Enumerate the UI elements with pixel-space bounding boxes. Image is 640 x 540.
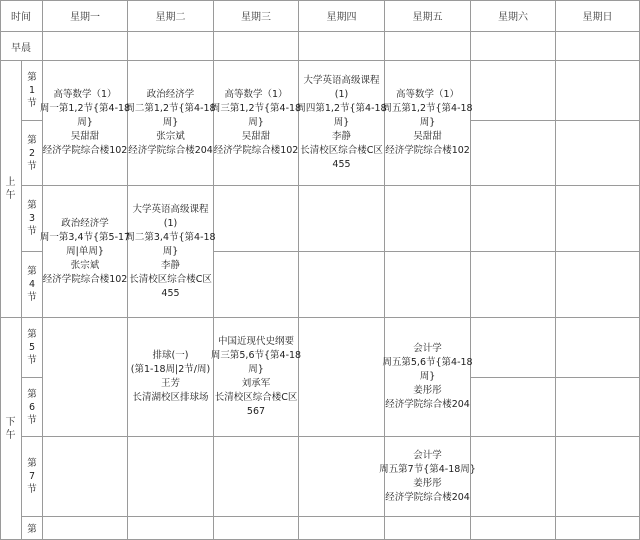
course-title: 大学英语高级课程	[303, 75, 380, 86]
course-thursday-p1-2[interactable]	[296, 61, 387, 186]
period-5-char-c: 节	[27, 355, 37, 366]
course-title: 会计学	[413, 449, 442, 461]
empty-sunday-p1[interactable]	[556, 61, 640, 121]
period-6-char-b: 6	[28, 401, 36, 413]
period-8-label	[22, 517, 43, 540]
course-time: 周五第1,2节{第4-18	[382, 103, 473, 114]
empty-saturday-p4[interactable]	[471, 252, 556, 318]
header-thursday-label: 星期四	[326, 12, 357, 23]
period-1-char-c: 节	[27, 98, 37, 109]
empty-wednesday-p7[interactable]	[214, 437, 299, 517]
empty-monday-p8[interactable]	[43, 517, 128, 540]
course-friday-p1-2[interactable]	[382, 61, 473, 186]
course-teacher: 刘承军	[241, 378, 271, 389]
header-monday	[43, 0, 128, 32]
course-title: 政治经济学	[146, 89, 195, 100]
period-2-char-a: 第	[27, 134, 37, 146]
morning-char-2: 午	[5, 190, 16, 201]
period-6-char-a: 第	[27, 388, 37, 400]
course-tuesday-p5-6[interactable]	[128, 318, 214, 437]
header-saturday-label: 星期六	[498, 12, 528, 23]
early-text: 早晨	[11, 42, 31, 54]
course-time: 周二第3,4节{第4-18	[125, 231, 216, 243]
course-location: 经济学院综合楼204	[385, 491, 470, 503]
course-monday-p3-4[interactable]	[39, 186, 131, 318]
course-friday-p5-6[interactable]	[382, 318, 473, 437]
header-wednesday-label: 星期三	[241, 12, 271, 23]
empty-sunday-p5[interactable]	[556, 318, 640, 378]
course-teacher: 姜彤彤	[413, 477, 442, 489]
empty-monday-p7[interactable]	[43, 437, 128, 517]
empty-sunday-p7[interactable]	[556, 437, 640, 517]
course-time-cont: 周}	[162, 245, 179, 257]
empty-saturday-p8[interactable]	[471, 517, 556, 540]
period-7-char-b: 7	[28, 471, 36, 482]
course-time-cont: 周|单周}	[66, 245, 104, 257]
course-tuesday-p1-2[interactable]	[125, 61, 216, 186]
course-monday-p1-2[interactable]	[39, 61, 131, 186]
empty-thursday-p5-6[interactable]	[299, 318, 385, 437]
empty-wednesday-p4[interactable]	[214, 252, 299, 318]
course-room: 455	[161, 287, 180, 299]
early-monday[interactable]	[43, 32, 128, 61]
course-title: 高等数学（1）	[224, 89, 288, 100]
course-room: 567	[246, 406, 266, 417]
empty-thursday-p8[interactable]	[299, 517, 385, 540]
early-tuesday[interactable]	[128, 32, 214, 61]
empty-friday-p4[interactable]	[385, 252, 471, 318]
course-teacher: 李静	[160, 259, 180, 271]
period-3-char-c: 节	[27, 226, 37, 237]
course-friday-p7[interactable]	[379, 437, 476, 517]
header-friday-label: 星期五	[412, 12, 443, 23]
early-wednesday[interactable]	[214, 32, 299, 61]
period-2-char-b: 2	[28, 147, 36, 159]
period-5-label	[22, 318, 43, 378]
header-sunday	[556, 0, 640, 32]
course-location: 长清校区综合楼C区	[214, 392, 298, 403]
period-1-char-b: 1	[28, 85, 36, 96]
empty-saturday-p7[interactable]	[471, 437, 556, 517]
course-time: 周五第7节{第4-18周}	[379, 463, 476, 475]
course-title: 高等数学（1）	[53, 89, 117, 100]
course-time-cont: 周}	[248, 364, 264, 375]
period-4-label	[22, 252, 43, 318]
period-8-char-a: 第	[27, 524, 37, 535]
course-teacher: 张宗斌	[156, 131, 185, 142]
header-saturday	[471, 0, 556, 32]
empty-tuesday-p8[interactable]	[128, 517, 214, 540]
course-room: 455	[332, 159, 351, 170]
period-4-char-c: 节	[27, 292, 37, 303]
period-6-char-c: 节	[27, 414, 37, 426]
period-7-label	[22, 437, 43, 517]
empty-sunday-p4[interactable]	[556, 252, 640, 318]
empty-friday-p3[interactable]	[385, 186, 471, 252]
empty-tuesday-p7[interactable]	[128, 437, 214, 517]
course-location: 经济学院综合楼102	[42, 145, 128, 156]
period-7-char-c: 节	[27, 484, 37, 495]
period-7-char-a: 第	[27, 458, 37, 469]
course-wednesday-p5-6[interactable]	[210, 318, 302, 437]
course-teacher: 姜彤彤	[413, 385, 442, 396]
period-2-label	[22, 121, 43, 186]
course-title: 政治经济学	[61, 217, 109, 229]
morning-char-1: 上	[5, 177, 16, 188]
morning-label	[0, 61, 22, 318]
course-tuesday-p3-4[interactable]	[125, 186, 216, 318]
empty-monday-p5-6[interactable]	[43, 318, 128, 437]
course-time: 周三第5,6节{第4-18	[210, 350, 302, 361]
afternoon-char-2: 午	[5, 429, 16, 441]
course-location: 经济学院综合楼204	[385, 399, 470, 410]
course-time: (第1-18周|2节/周)	[130, 364, 211, 375]
period-6-label	[22, 378, 43, 437]
empty-sunday-p8[interactable]	[556, 517, 640, 540]
afternoon-char-1: 下	[5, 416, 16, 428]
header-wednesday	[214, 0, 299, 32]
course-teacher: 吴甜甜	[241, 131, 271, 142]
course-location: 经济学院综合楼102	[213, 145, 299, 156]
course-location: 长清湖校区排球场	[132, 392, 209, 403]
course-teacher: 王芳	[160, 378, 180, 389]
course-location: 经济学院综合楼102	[42, 273, 128, 285]
header-sunday-label: 星期日	[582, 12, 613, 23]
course-time: 周一第3,4节{第5-17	[39, 231, 131, 243]
course-teacher: 吴甜甜	[413, 131, 442, 142]
empty-sunday-p3[interactable]	[556, 186, 640, 252]
course-wednesday-p1-2[interactable]	[210, 61, 302, 186]
course-teacher: 吴甜甜	[70, 131, 100, 142]
header-monday-label: 星期一	[70, 12, 100, 23]
empty-friday-p8[interactable]	[385, 517, 471, 540]
course-time-cont: 周}	[248, 117, 264, 128]
course-time-cont: 周}	[162, 117, 179, 128]
period-4-char-a: 第	[27, 266, 37, 277]
empty-saturday-p5[interactable]	[471, 318, 556, 378]
course-time-cont: 周}	[419, 371, 436, 382]
empty-wednesday-p3[interactable]	[214, 186, 299, 252]
course-teacher: 张宗斌	[70, 259, 100, 271]
empty-thursday-p7[interactable]	[299, 437, 385, 517]
header-time-label: 时间	[11, 12, 31, 23]
course-title: 会计学	[413, 343, 442, 354]
course-time-cont: 周}	[77, 117, 93, 128]
empty-thursday-p4[interactable]	[299, 252, 385, 318]
afternoon-label	[0, 318, 22, 540]
period-5-char-b: 5	[28, 342, 36, 353]
empty-wednesday-p8[interactable]	[214, 517, 299, 540]
empty-saturday-p1[interactable]	[471, 61, 556, 121]
course-time: 周五第5,6节{第4-18	[382, 357, 473, 368]
early-sunday[interactable]	[556, 32, 640, 61]
empty-thursday-p3[interactable]	[299, 186, 385, 252]
course-time: 周三第1,2节{第4-18	[210, 103, 302, 114]
empty-sunday-p2[interactable]	[556, 121, 640, 186]
empty-saturday-p3[interactable]	[471, 186, 556, 252]
early-thursday[interactable]	[299, 32, 385, 61]
course-location: 经济学院综合楼102	[385, 145, 470, 156]
period-5-char-a: 第	[27, 329, 37, 340]
course-title: 排球(一)	[152, 350, 189, 361]
early-label	[0, 32, 43, 61]
empty-saturday-p6[interactable]	[471, 378, 556, 437]
period-4-char-b: 4	[28, 279, 36, 290]
early-saturday[interactable]	[471, 32, 556, 61]
course-time-cont: 周}	[419, 117, 436, 128]
empty-saturday-p2[interactable]	[471, 121, 556, 186]
header-friday	[385, 0, 471, 32]
course-time-cont: 周}	[333, 117, 350, 128]
period-1-char-a: 第	[27, 72, 37, 83]
course-title: 高等数学（1）	[395, 89, 460, 100]
course-location: 长清校区综合楼C区	[300, 145, 383, 156]
period-2-char-c: 节	[27, 160, 37, 172]
course-time: 周二第1,2节{第4-18	[125, 103, 216, 114]
header-tuesday-label: 星期二	[155, 12, 186, 23]
empty-sunday-p6[interactable]	[556, 378, 640, 437]
course-title: 中国近现代史纲要	[217, 336, 294, 347]
header-tuesday	[128, 0, 214, 32]
header-time	[0, 0, 43, 32]
header-thursday	[299, 0, 385, 32]
course-title-cont: (1)	[334, 89, 349, 100]
course-location: 长清校区综合楼C区	[129, 273, 212, 285]
period-3-char-a: 第	[27, 200, 37, 211]
course-title: 大学英语高级课程	[132, 203, 209, 215]
course-location: 经济学院综合楼204	[128, 145, 213, 156]
early-friday[interactable]	[385, 32, 471, 61]
period-3-char-b: 3	[28, 213, 36, 224]
course-teacher: 李静	[331, 131, 351, 142]
course-time: 周一第1,2节{第4-18	[39, 103, 131, 114]
course-title-cont: (1)	[163, 217, 178, 229]
course-time: 周四第1,2节{第4-18	[296, 103, 387, 114]
